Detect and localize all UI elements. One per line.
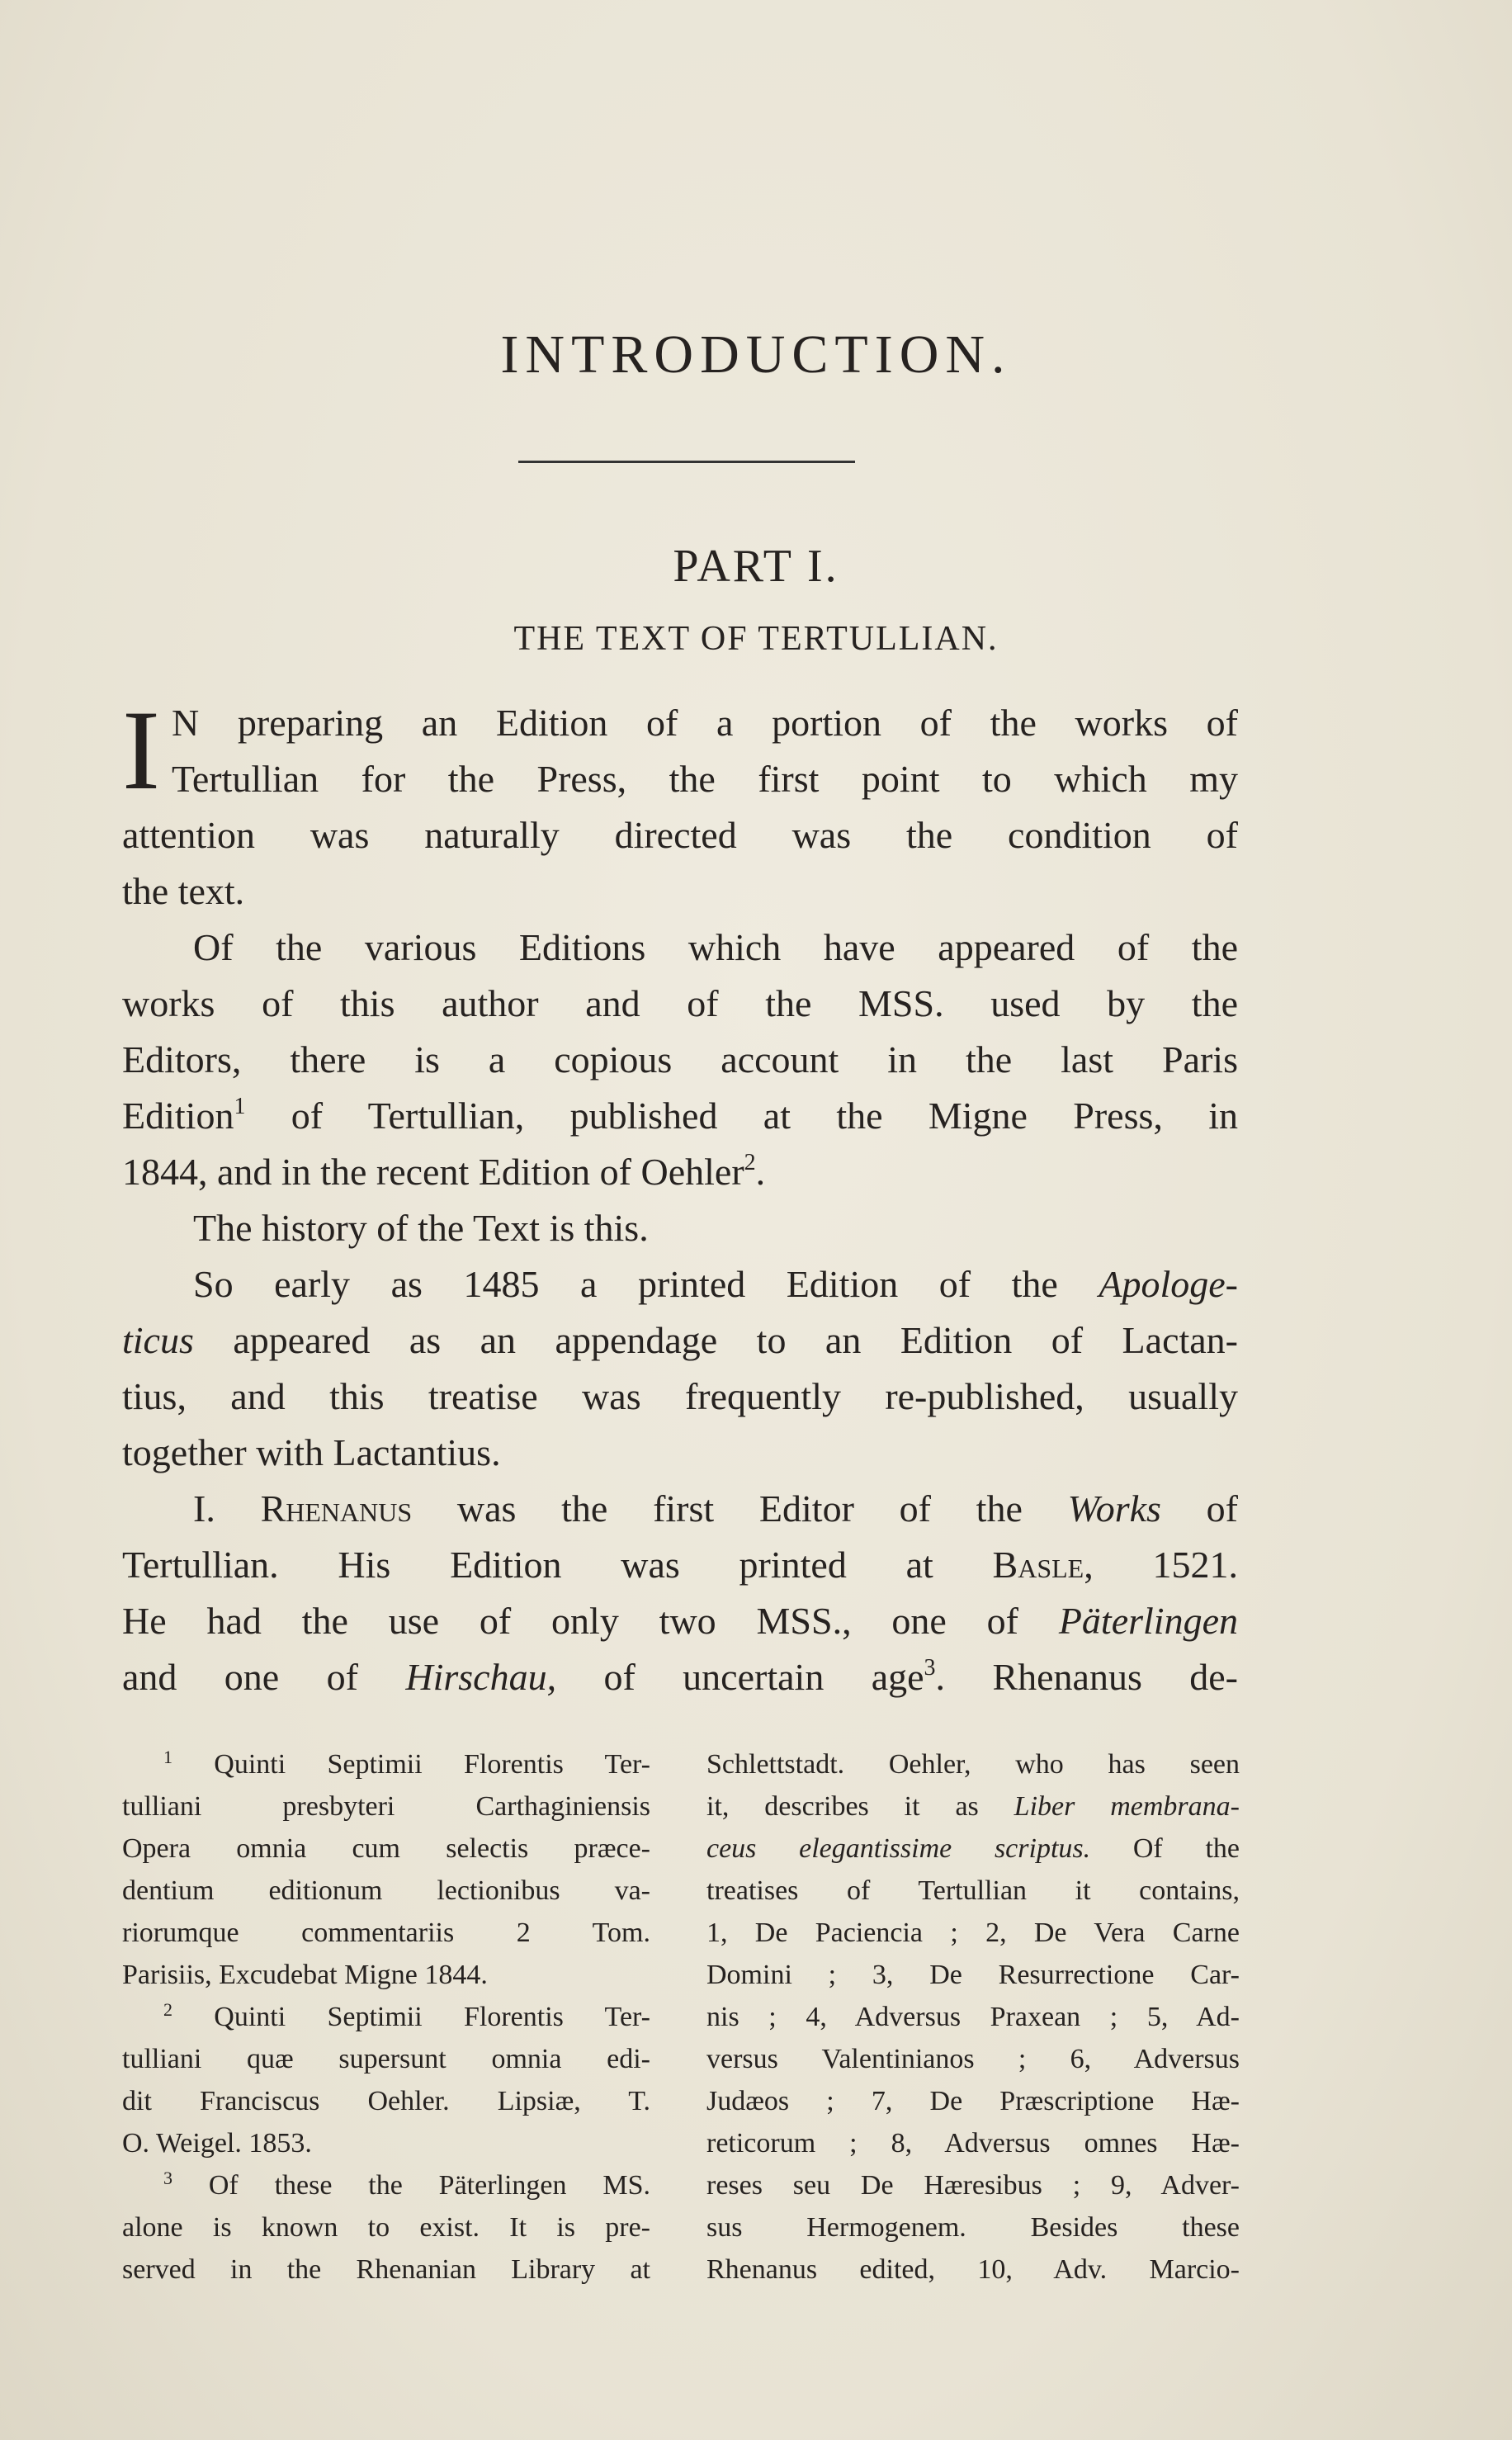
footnote-line: versus Valentinianos ; 6, Adversus <box>706 2044 1240 2074</box>
footnote-line: tulliani quæ supersunt omnia edi- <box>122 2044 650 2074</box>
text-fragment: , 1521. <box>1084 1544 1238 1586</box>
text-fragment: of <box>1160 1487 1238 1530</box>
italic-text: Apologe- <box>1099 1263 1238 1305</box>
text-line <box>122 1312 1238 1369</box>
italic-text: ceus elegantissime scriptus. <box>706 1833 1091 1864</box>
text-line: works of this author and of the MSS. used by the <box>122 982 1238 1024</box>
text-line <box>122 1256 1238 1312</box>
footnote-line: treatises of Tertullian it contains, <box>706 1875 1240 1906</box>
italic-text: Works <box>1067 1487 1161 1530</box>
text-line <box>122 1593 1238 1649</box>
text-fragment: 1844, and in the recent Edition of Oehler <box>122 1151 744 1193</box>
text-fragment: it, describes it as <box>706 1791 1014 1822</box>
text-line: Editors, there is a copious account in the last Paris <box>122 1038 1238 1081</box>
footnote-line: nis ; 4, Adversus Praxean ; 5, Ad- <box>706 2002 1240 2032</box>
footnote-line: reticorum ; 8, Adversus omnes Hæ- <box>706 2128 1240 2159</box>
footnote-line: reses seu De Hæresibus ; 9, Adver- <box>706 2170 1240 2201</box>
section-subtitle: THE TEXT OF TERTULLIAN. <box>513 620 999 658</box>
title-divider <box>518 461 855 463</box>
italic-text: Päterlingen <box>1058 1600 1238 1642</box>
footnote-line: riorumque commentariis 2 Tom. <box>122 1917 650 1948</box>
text-fragment: Tertullian. His Edition was printed at <box>122 1544 993 1586</box>
text-line: attention was naturally directed was the condition of <box>122 814 1238 856</box>
text-line: together with Lactantius. <box>122 1431 501 1473</box>
footnote-ref-1: 1 <box>234 1094 246 1119</box>
footnote-ref-2: 2 <box>744 1150 756 1175</box>
footnote-line: dentium editionum lectionibus va- <box>122 1875 650 1906</box>
footnotes-right-column <box>706 1743 1240 2291</box>
text-line: The history of the Text is this. <box>193 1207 649 1249</box>
text-fragment: and one of <box>122 1656 406 1698</box>
footnote-line: served in the Rhenanian Library at <box>122 2254 650 2285</box>
footnote-line: dit Franciscus Oehler. Lipsiæ, T. <box>122 2086 650 2116</box>
text-fragment: appeared as an appendage to an Edition of Lactan- <box>193 1319 1238 1361</box>
footnote-line: 1, De Paciencia ; 2, De Vera Carne <box>706 1917 1240 1948</box>
footnote-number: 3 <box>163 2168 172 2188</box>
text-line <box>122 1088 1238 1144</box>
footnote-line: sus Hermogenem. Besides these <box>706 2212 1240 2243</box>
italic-text: Hirschau, <box>405 1656 557 1698</box>
text-fragment: Quinti Septimii Florentis Ter- <box>172 1749 650 1780</box>
italic-text: ticus <box>122 1319 194 1361</box>
italic-text: Liber membrana- <box>1014 1791 1240 1822</box>
text-fragment: Of the <box>1090 1833 1240 1864</box>
text-fragment: . Rhenanus de- <box>935 1656 1238 1698</box>
text-fragment: . <box>755 1151 766 1193</box>
text-fragment: He had the use of only two MSS., one of <box>122 1600 1059 1642</box>
footnote-line: Parisiis, Excudebat Migne 1844. <box>122 1960 488 1990</box>
page-title: INTRODUCTION. <box>500 324 1012 385</box>
text-fragment: So early as 1485 a printed Edition of the <box>193 1263 1099 1305</box>
text-line <box>122 1537 1238 1593</box>
footnote-line: tulliani presbyteri Carthaginiensis <box>122 1791 650 1822</box>
text-fragment: was the first Editor of the <box>412 1487 1068 1530</box>
footnote-line: Domini ; 3, De Resurrectione Car- <box>706 1960 1240 1990</box>
footnote-line: Judæos ; 7, De Præscriptione Hæ- <box>706 2086 1240 2116</box>
footnote-line <box>122 1996 650 2038</box>
footnotes-left-column <box>122 1743 650 2291</box>
drop-cap: I <box>122 687 160 813</box>
text-fragment: Quinti Septimii Florentis Ter- <box>172 2002 650 2032</box>
text-fragment: Edition <box>122 1095 234 1137</box>
footnote-line: Rhenanus edited, 10, Adv. Marcio- <box>706 2254 1240 2285</box>
text-line: Of the various Editions which have appeared of the <box>193 926 1238 968</box>
text-fragment: of Tertullian, published at the Migne Press, in <box>245 1095 1238 1137</box>
body-text <box>122 687 1238 1705</box>
text-line <box>122 1481 1238 1537</box>
footnote-line <box>122 2164 650 2206</box>
footnote-line: Schlettstadt. Oehler, who has seen <box>706 1749 1240 1780</box>
text-fragment: I. <box>193 1487 261 1530</box>
small-caps-text: Rhenanus <box>260 1487 413 1530</box>
footnote-line: alone is known to exist. It is pre- <box>122 2212 650 2243</box>
text-fragment: Of these the Päterlingen MS. <box>172 2170 650 2201</box>
footnote-line <box>706 1785 1240 1828</box>
small-caps-text: Basle <box>992 1544 1084 1586</box>
text-line <box>122 1649 1238 1705</box>
footnote-line <box>122 1743 650 1785</box>
text-line: N preparing an Edition of a portion of the works of <box>171 702 1238 744</box>
footnote-ref-3: 3 <box>924 1655 936 1681</box>
footnote-number: 2 <box>163 1999 172 2020</box>
text-line: tius, and this treatise was frequently re-published, usually <box>122 1375 1238 1417</box>
text-line: the text. <box>122 870 245 912</box>
text-line <box>122 1144 1238 1200</box>
text-fragment: of uncertain age <box>556 1656 924 1698</box>
footnote-number: 1 <box>163 1747 172 1767</box>
part-heading: PART I. <box>673 541 839 592</box>
footnote-line: Opera omnia cum selectis præce- <box>122 1833 650 1864</box>
text-line: Tertullian for the Press, the first point to which my <box>171 758 1238 800</box>
footnote-line: O. Weigel. 1853. <box>122 2128 312 2159</box>
footnote-line <box>706 1828 1240 1870</box>
paragraph-1 <box>122 687 1238 813</box>
